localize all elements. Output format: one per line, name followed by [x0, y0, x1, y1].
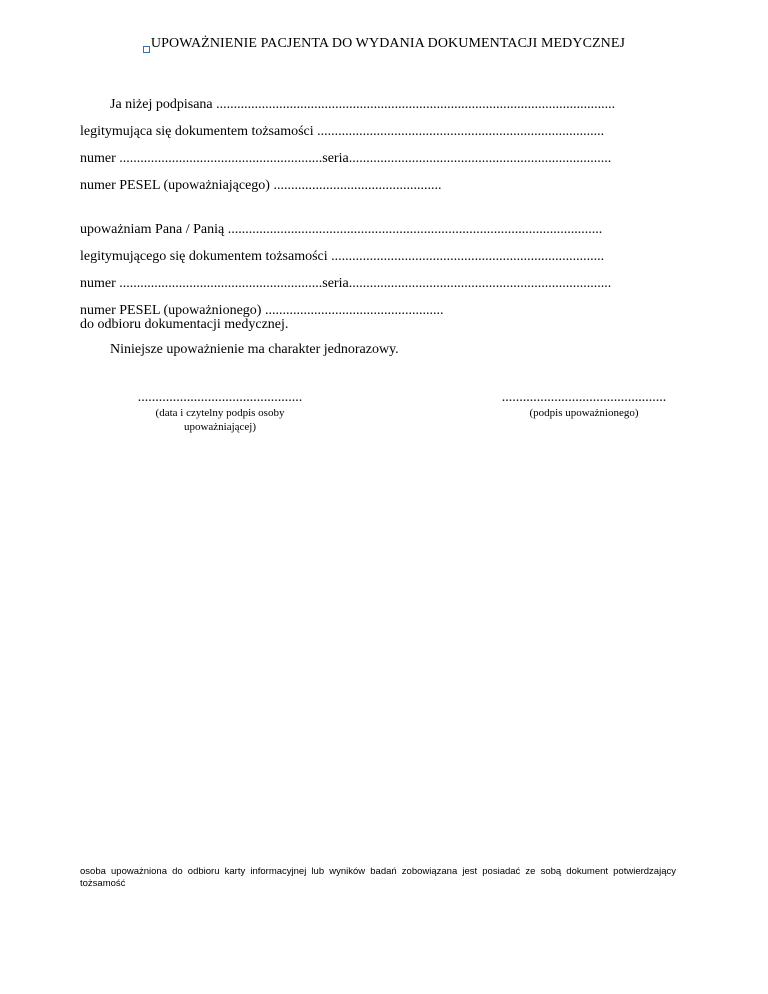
signer-signature-caption-2: upoważniającej): [183, 421, 257, 433]
signer-pesel-line: numer PESEL (upoważniającego) ................................................: [80, 178, 442, 193]
document-title: UPOWAŻNIENIE PACJENTA DO WYDANIA DOKUMENTACJI MEDYCZNEJ: [150, 36, 626, 51]
signer-signature-caption-1: (data i czytelny podpis osoby: [155, 407, 285, 419]
authorized-signature-block: [476, 390, 692, 420]
purpose-line: do odbioru dokumentacji medycznej.: [80, 317, 289, 332]
document-header: [0, 34, 768, 53]
authorized-person-line: upoważniam Pana / Panią ...........................................................................................................: [80, 222, 603, 237]
signer-name-line: Ja niżej podpisana ..................................................................................................................: [110, 97, 616, 112]
anchor-marker-icon: [143, 46, 150, 53]
authorized-id-document-line: legitymującego się dokumentem tożsamości ..............................................................................: [80, 249, 605, 264]
signer-signature-block: [100, 390, 340, 434]
authorized-signature-caption: (podpis upoważnionego): [529, 407, 639, 419]
authorized-pesel-line: numer PESEL (upoważnionego) ...................................................: [80, 303, 444, 318]
signer-number-series-line: numer ..........................................................seria...........................................................................: [80, 151, 612, 166]
signer-signature-line: ...............................................: [137, 390, 303, 405]
signer-id-document-line: legitymująca się dokumentem tożsamości ..................................................................................: [80, 124, 605, 139]
authorized-number-series-line: numer ..........................................................seria...........................................................................: [80, 276, 612, 291]
authorized-signature-line: ...............................................: [501, 390, 667, 405]
footer-note: osoba upoważniona do odbioru karty informacyjnej lub wyników badań zobowiązana jest posiadać ze sobą dokument potwierdzający tożsamość: [80, 866, 676, 889]
one-time-statement: Niniejsze upoważnienie ma charakter jednorazowy.: [110, 342, 399, 357]
